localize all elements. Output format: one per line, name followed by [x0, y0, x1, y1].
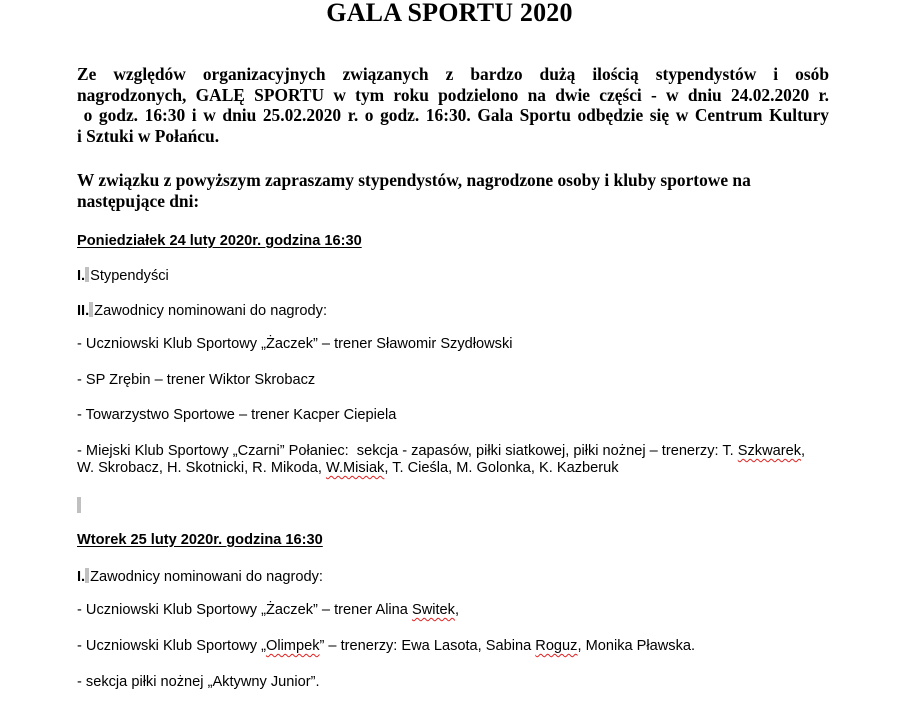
day1-nominee: - SP Zrębin – trener Wiktor Skrobacz: [77, 372, 316, 388]
intro-line: Ze względów organizacyjnych związanych z bardzo dużą ilością stypendystów i osób: [77, 64, 829, 84]
field-marker: [85, 568, 89, 583]
roman-numeral: I.: [77, 268, 86, 284]
invite-line: następujące dni:: [77, 190, 200, 211]
day2-nominee: [77, 602, 459, 619]
day2-nominee: - sekcja piłki nożnej „Aktywny Junior”.: [77, 674, 320, 690]
document-title: GALA SPORTU 2020: [326, 0, 573, 27]
empty-paragraph-marker: [77, 497, 81, 513]
czarni-line-1: [77, 443, 837, 460]
day2-heading: Wtorek 25 luty 2020r. godzina 16:30: [77, 532, 323, 548]
intro-line: i Sztuki w Połańcu.: [77, 125, 220, 146]
text: - Miejski Klub Sportowy „Czarni” Połaniec: sekcja - zapasów, piłki siatkowej, piłki nożnej – trenerzy: T.: [77, 443, 738, 459]
spellcheck-word: Olimpek: [265, 638, 320, 654]
day2-nominee: [77, 638, 695, 655]
day2-item-1: [77, 568, 323, 586]
text: - Uczniowski Klub Sportowy „: [77, 638, 266, 654]
field-marker: [89, 302, 93, 317]
item-text: Zawodnicy nominowani do nagrody:: [94, 303, 327, 319]
item-text: Stypendyści: [90, 268, 169, 284]
item-text: Zawodnicy nominowani do nagrody:: [90, 569, 323, 585]
text: ,: [801, 443, 806, 459]
spellcheck-word: Szkwarek: [737, 443, 802, 459]
day1-item-1: [77, 267, 169, 285]
intro-line: nagrodzonych, GALĘ SPORTU w tym roku podzielono na dwie części - w dniu 24.02.2020 r.: [77, 84, 829, 105]
text: ,: [454, 602, 460, 618]
czarni-line-2: [77, 460, 837, 477]
spellcheck-word: Switek: [411, 602, 455, 618]
text: W. Skrobacz, H. Skotnicki, R. Mikoda,: [77, 460, 326, 476]
roman-numeral: I.: [77, 569, 86, 585]
spellcheck-word: W.Misiak: [325, 460, 385, 476]
roman-numeral: II.: [77, 303, 90, 319]
day1-item-2: [77, 302, 327, 320]
day1-nominee: - Towarzystwo Sportowe – trener Kacper Ciepiela: [77, 407, 397, 423]
text: ” – trenerzy: Ewa Lasota, Sabina: [319, 638, 536, 654]
invite-paragraph: [77, 170, 817, 211]
text: , Monika Pławska.: [577, 638, 696, 654]
text: - Uczniowski Klub Sportowy „Żaczek” – trener Alina: [77, 602, 412, 618]
spellcheck-word: Roguz: [535, 638, 578, 654]
invite-line: W związku z powyższym zapraszamy stypendystów, nagrodzone osoby i kluby sportowe na: [77, 170, 751, 190]
day1-nominee-czarni: [77, 443, 837, 477]
text: , T. Cieśla, M. Golonka, K. Kazberuk: [384, 460, 619, 476]
field-marker: [85, 267, 89, 282]
intro-line: o godz. 16:30 i w dniu 25.02.2020 r. o godz. 16:30. Gala Sportu odbędzie się w Centrum Kultury: [77, 105, 829, 125]
day1-heading: Poniedziałek 24 luty 2020r. godzina 16:30: [77, 233, 362, 249]
intro-paragraph: [77, 64, 829, 146]
day1-nominee: - Uczniowski Klub Sportowy „Żaczek” – trener Sławomir Szydłowski: [77, 336, 513, 352]
